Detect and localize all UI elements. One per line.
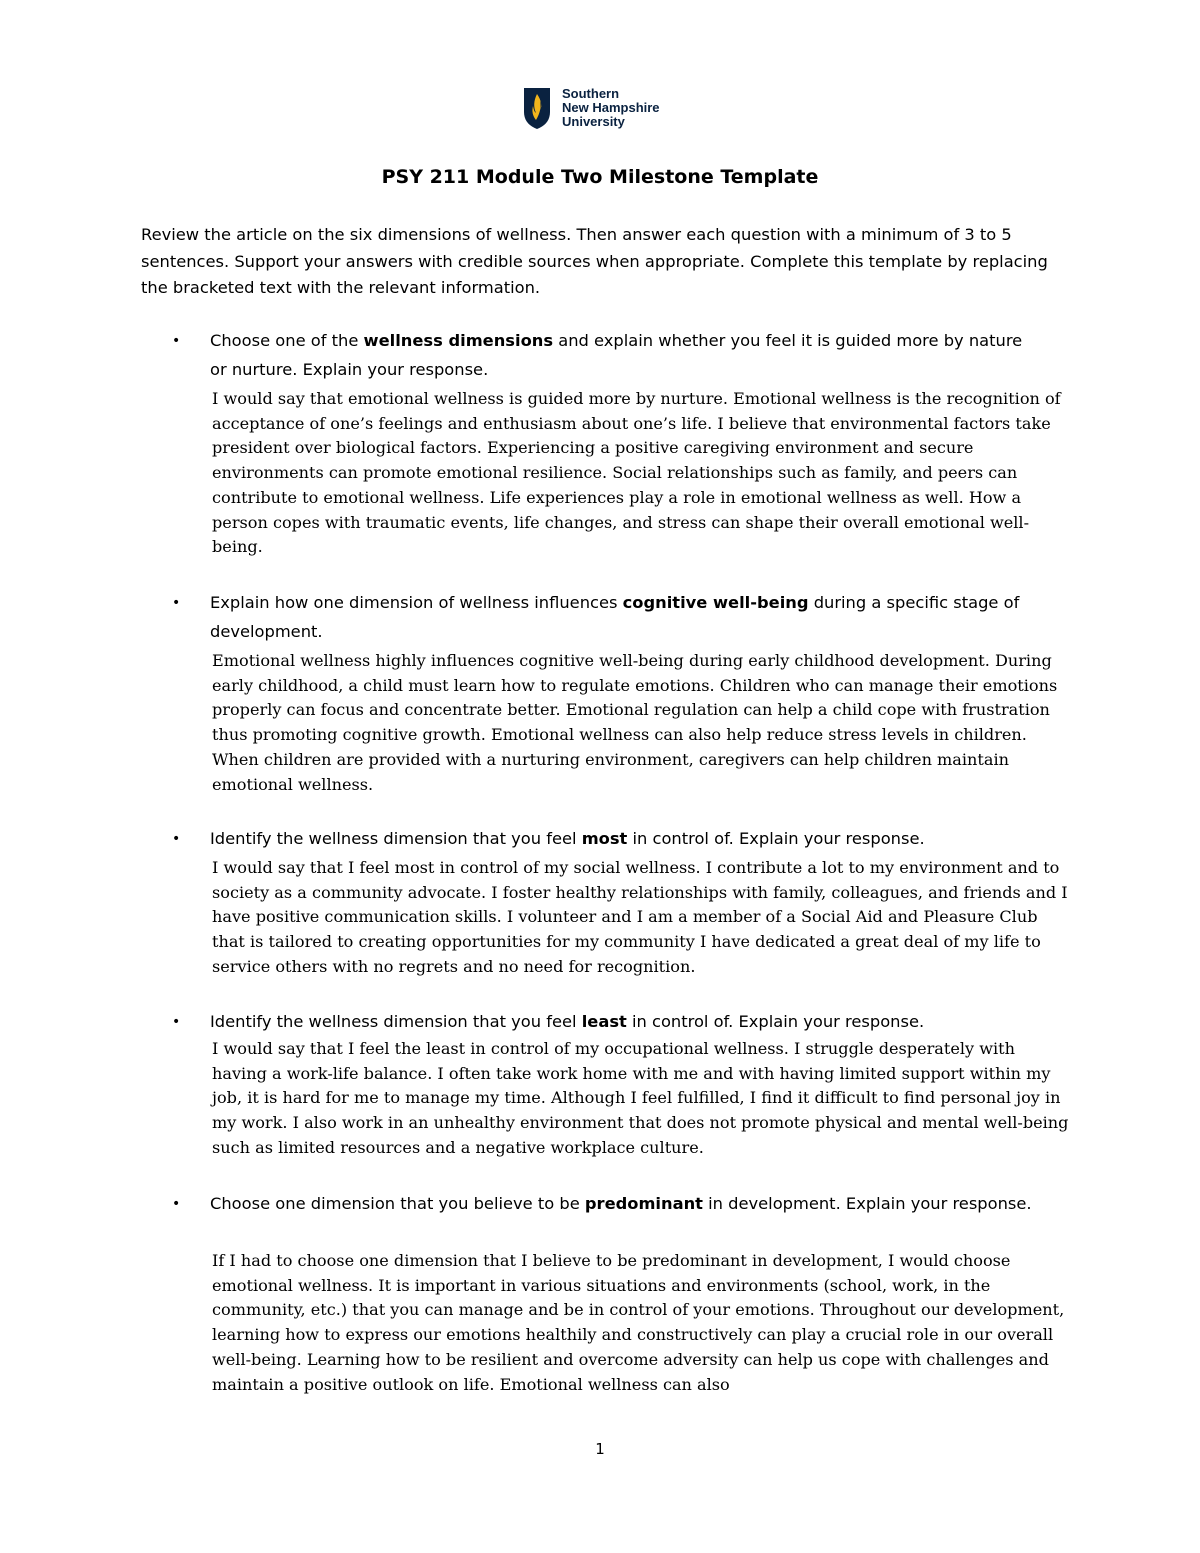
question-5 bbox=[210, 1189, 1040, 1218]
question-text: Choose one dimension that you believe to be bbox=[210, 1194, 585, 1213]
question-emphasis: cognitive well-being bbox=[622, 593, 809, 612]
question-text: Choose one of the bbox=[210, 331, 364, 350]
question-2 bbox=[210, 588, 1040, 646]
intro-paragraph: Review the article on the six dimensions of wellness. Then answer each question with a minimum of 3 to 5 sentences. Support your answers with credible sources when appropriate. Complete this template by replacing the bracketed text with the relevant information. bbox=[141, 225, 1048, 297]
question-text: Identify the wellness dimension that you feel bbox=[210, 829, 582, 848]
question-text: in control of. Explain your response. bbox=[626, 1012, 925, 1031]
logo-wordmark bbox=[562, 87, 660, 129]
document-title: PSY 211 Module Two Milestone Template bbox=[381, 166, 819, 188]
university-logo bbox=[522, 84, 702, 132]
question-3 bbox=[210, 824, 1040, 853]
question-emphasis: most bbox=[581, 829, 628, 848]
question-text: during a specific stage of development. bbox=[210, 593, 1020, 641]
bullet: • bbox=[172, 1196, 181, 1212]
answer-3: I would say that I feel most in control of my social wellness. I contribute a lot to my environment and to society as a community advocate. I foster healthy relationships with family, colleagues, and friends and I have positive communication skills. I volunteer and I am a member of a Social Aid and Pleasure Club that is tailored to creating opportunities for my community I have dedicated a great deal of my life to service others with no regrets and no need for recognition. bbox=[212, 858, 1068, 976]
question-4 bbox=[210, 1007, 1040, 1036]
question-text: in development. Explain your response. bbox=[702, 1194, 1032, 1213]
question-text: and explain whether you feel it is guided more by nature or nurture. Explain your response. bbox=[210, 331, 1023, 379]
shield-flame-icon bbox=[522, 86, 552, 130]
answer-4: I would say that I feel the least in control of my occupational wellness. I struggle desperately with having a work-life balance. I often take work home with me and with having limited support within my job, it is hard for me to manage my time. Although I feel fulfilled, I find it difficult to find personal joy in my work. I also work in an unhealthy environment that does not promote physical and mental well-being such as limited resources and a negative workplace culture. bbox=[212, 1039, 1069, 1157]
bullet: • bbox=[172, 831, 181, 847]
logo-line-2: New Hampshire bbox=[562, 100, 660, 115]
question-emphasis: predominant bbox=[584, 1194, 703, 1213]
question-text: in control of. Explain your response. bbox=[627, 829, 925, 848]
logo-line-1: Southern bbox=[562, 86, 620, 101]
page-number: 1 bbox=[595, 1440, 605, 1458]
question-emphasis: least bbox=[581, 1012, 627, 1031]
answer-5: If I had to choose one dimension that I believe to be predominant in development, I would choose emotional wellness. It is important in various situations and environments (school, work, in the community, etc.) that you can manage and be in control of your emotions. Throughout our development, learning how to express our emotions healthily and constructively can play a crucial role in our overall well-being. Learning how to be resilient and overcome adversity can help us cope with challenges and maintain a positive outlook on life. Emotional wellness can also bbox=[212, 1251, 1065, 1394]
logo-line-3: University bbox=[562, 114, 625, 129]
question-1 bbox=[210, 326, 1040, 384]
question-emphasis: wellness dimensions bbox=[363, 331, 554, 350]
answer-2: Emotional wellness highly influences cognitive well-being during early childhood development. During early childhood, a child must learn how to regulate emotions. Children who can manage their emotions properly can focus and concentrate better. Emotional regulation can help a child cope with frustration thus promoting cognitive growth. Emotional wellness can also help reduce stress levels in children. When children are provided with a nurturing environment, caregivers can help children maintain emotional wellness. bbox=[212, 651, 1058, 794]
question-text: Identify the wellness dimension that you feel bbox=[210, 1012, 582, 1031]
bullet: • bbox=[172, 595, 181, 611]
question-text: Explain how one dimension of wellness influences bbox=[210, 593, 623, 612]
bullet: • bbox=[172, 1014, 181, 1030]
bullet: • bbox=[172, 333, 181, 349]
answer-1: I would say that emotional wellness is guided more by nurture. Emotional wellness is the recognition of acceptance of one’s feelings and enthusiasm about one’s life. I believe that environmental factors take president over biological factors. Experiencing a positive caregiving environment and secure environments can promote emotional resilience. Social relationships such as family, and peers can contribute to emotional wellness. Life experiences play a role in emotional wellness as well. How a person copes with traumatic events, life changes, and stress can shape their overall emotional well-being. bbox=[212, 389, 1061, 557]
